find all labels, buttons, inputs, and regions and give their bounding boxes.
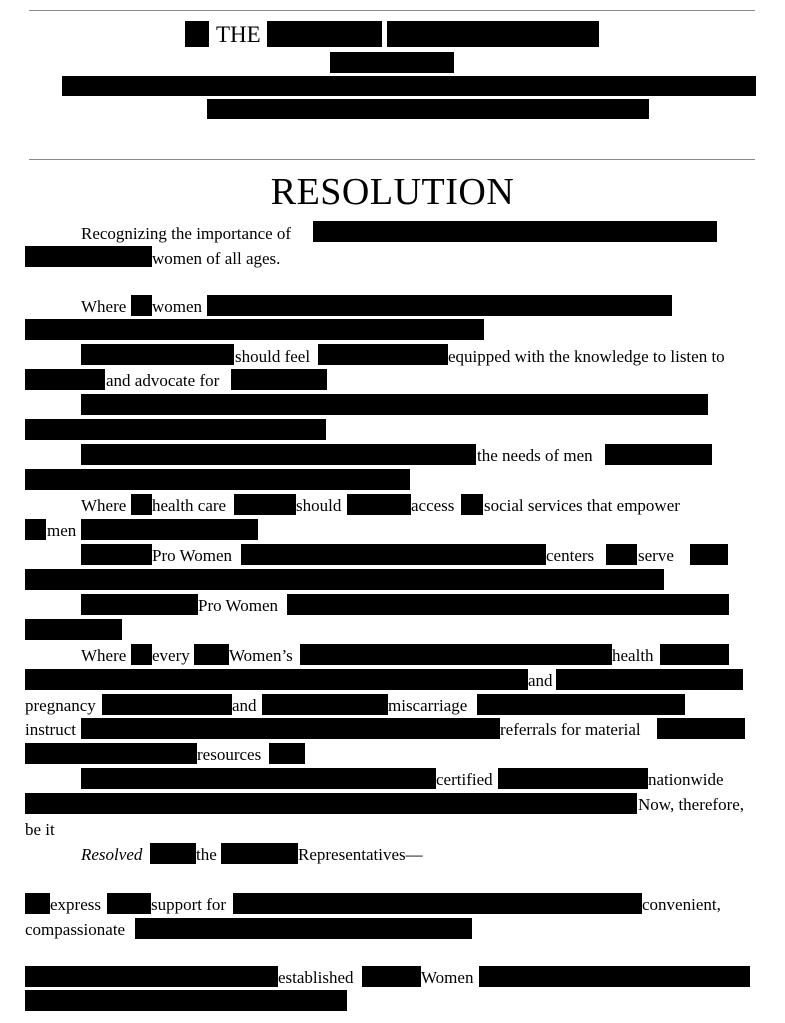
text-run: should [296,496,342,515]
text-run: men [47,521,77,540]
redaction [387,21,599,47]
redaction [25,369,105,390]
redaction [131,295,152,316]
redaction [131,494,152,515]
text-run: Recognizing the importance of [81,224,292,243]
redaction [102,694,232,715]
redaction [194,644,229,665]
redaction [81,594,198,615]
text-run: Women [421,968,474,987]
redaction [498,768,648,789]
text-run: and advocate for [106,371,220,390]
redaction [241,544,546,565]
redaction [330,52,454,73]
redaction [135,918,472,939]
text-run: compassionate [25,920,126,939]
redaction [25,743,197,764]
text-run: the [196,845,217,864]
redaction [62,76,756,96]
redaction [25,990,347,1011]
redaction [207,99,649,119]
redaction [231,369,327,390]
text-run: access [411,496,455,515]
text-run: Women’s [229,646,293,665]
redaction [25,319,484,340]
redaction [81,444,476,465]
redaction [347,494,411,515]
redaction [81,344,234,365]
top-divider [29,10,755,11]
redaction [25,893,50,914]
text-run: Where [81,646,127,665]
text-run: resources [197,745,262,764]
redaction [25,793,637,814]
text-run: Resolved [81,845,143,864]
text-run: support for [151,895,227,914]
header-the: THE [216,22,261,47]
text-run: and [528,671,553,690]
redaction [25,669,528,690]
redaction [81,519,258,540]
redaction [81,768,436,789]
redaction [107,893,151,914]
text-run: serve [638,546,674,565]
text-run: Where [81,496,127,515]
text-run: Now, therefore, [638,795,745,814]
redaction [318,344,448,365]
redaction [477,694,685,715]
text-run: pregnancy [25,696,96,715]
text-run: Pro Women [198,596,279,615]
redaction [25,469,410,490]
redaction [25,569,664,590]
text-run: miscarriage [388,696,468,715]
redaction [556,669,743,690]
redaction [660,644,729,665]
redaction [81,394,708,415]
text-run: certified [436,770,493,789]
text-run: convenient, [642,895,721,914]
redaction [25,246,152,267]
redaction [479,966,750,987]
redaction [150,843,196,864]
text-run: and [232,696,257,715]
redaction [657,718,745,739]
redaction [362,966,421,987]
redaction [300,644,612,665]
text-run: instruct [25,720,76,739]
redaction [25,619,122,640]
text-run: express [50,895,101,914]
text-run: Where [81,297,127,316]
redaction [269,743,305,764]
text-run: health [612,646,654,665]
redaction [207,295,672,316]
text-run: should feel [235,347,311,366]
text-run: the needs of men [477,446,593,465]
redaction [25,419,326,440]
text-run: centers [546,546,595,565]
page-title: RESOLUTION [270,171,515,213]
redaction [233,893,642,914]
text-run: women [152,297,203,316]
text-run: Representatives— [298,845,423,864]
redaction [262,694,388,715]
redaction [234,494,296,515]
redaction [185,21,209,47]
text-run: health care [152,496,227,515]
text-run: established [278,968,354,987]
text-run: women of all ages. [152,249,281,268]
redaction [606,544,637,565]
redaction [25,966,278,987]
text-run: social services that empower [484,496,680,515]
redaction [81,718,500,739]
text-run: be it [25,820,55,839]
redaction [313,221,717,242]
redaction [287,594,729,615]
text-run: referrals for material [500,720,641,739]
text-run: every [152,646,190,665]
redaction [605,444,712,465]
redaction [131,644,152,665]
redaction [221,843,298,864]
redaction [690,544,728,565]
redaction [267,21,382,47]
section-divider [29,159,755,160]
redaction [25,519,46,540]
text-run: equipped with the knowledge to listen to [448,347,725,366]
redaction [81,544,152,565]
text-run: Pro Women [152,546,233,565]
redaction [461,494,483,515]
text-run: nationwide [648,770,724,789]
